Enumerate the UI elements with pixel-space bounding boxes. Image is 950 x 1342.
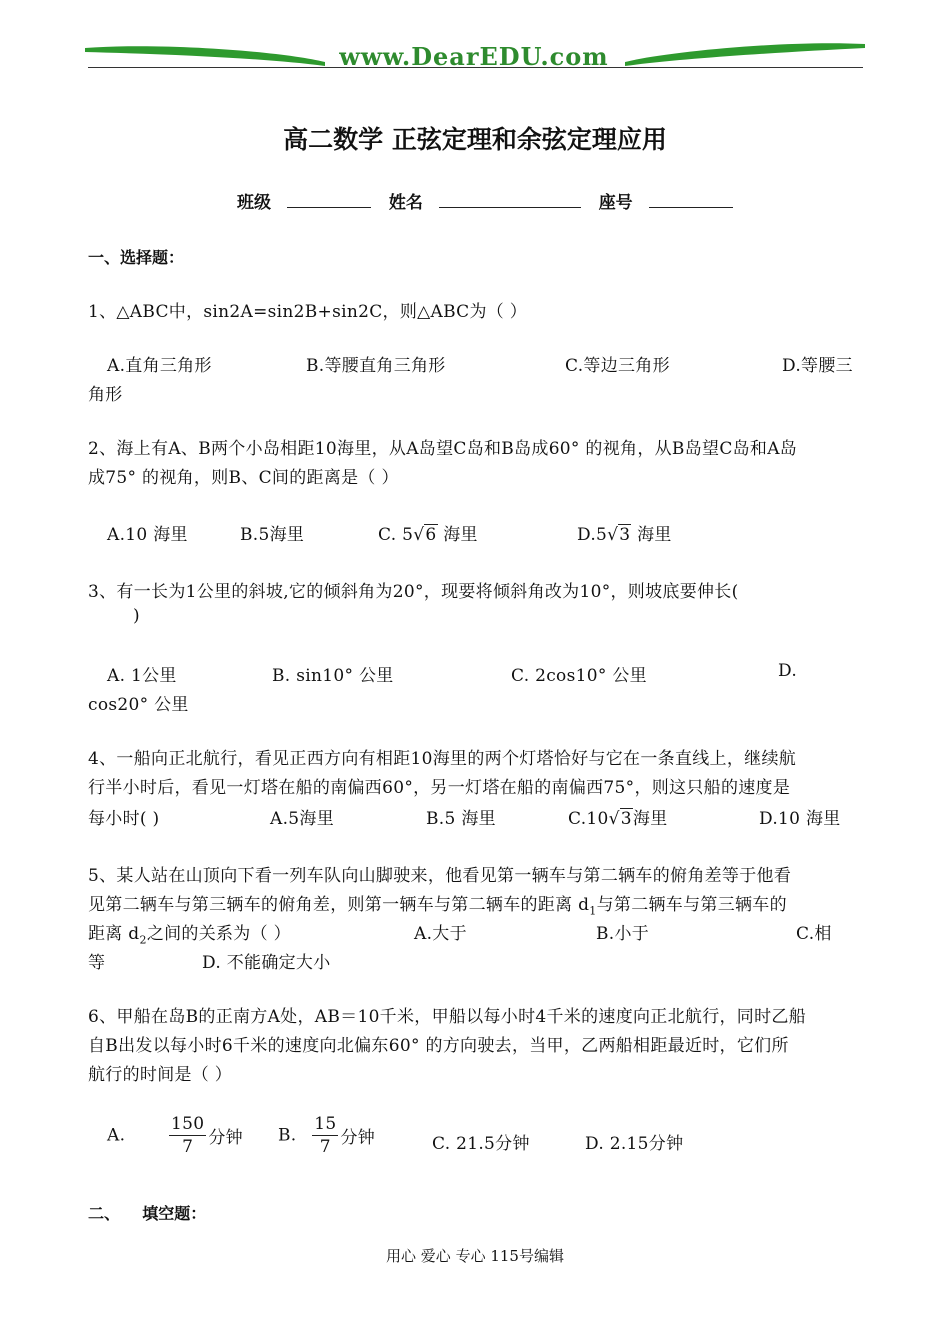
name-label: 姓名 [388, 193, 423, 213]
q4-option-d: D.10 海里 [759, 809, 841, 829]
q5-stem-line1: 5、某人站在山顶向下看一列车队向山脚驶来，他看见第一辆车与第二辆车的俯角差等于他看 [88, 866, 792, 886]
q6-stem-line2: 自B出发以每小时6千米的速度向北偏东60° 的方向驶去，当甲，乙两船相距最近时，它们所 [88, 1036, 789, 1056]
q1-option-d: D.等腰三 [782, 356, 853, 376]
q2-option-b: B.5海里 [240, 525, 305, 545]
q3-stem-line1: 3、有一长为1公里的斜坡,它的倾斜角为20°，现要将倾斜角改为10°，则坡底要伸长( [88, 582, 739, 602]
q2-option-a: A.10 海里 [107, 525, 188, 545]
sqrt-symbol: √3 [608, 809, 632, 829]
q5-stem-line2: 见第二辆车与第三辆车的俯角差，则第一辆车与第二辆车的距离 $d_1$与第二辆车与第三辆车的 [88, 895, 787, 918]
q4-stem-line3: 每小时( ) [88, 809, 160, 829]
q5-option-b: B.小于 [596, 924, 650, 944]
q4-stem-line2: 行半小时后，看见一灯塔在船的南偏西60°，另一灯塔在船的南偏西75°，则这只船的速度是 [88, 778, 791, 798]
q5-stem-line3: 距离 $d_2$之间的关系为（ ） [88, 924, 291, 947]
q6-option-c: C. 21.5分钟 [432, 1134, 530, 1154]
q6-option-d: D. 2.15分钟 [585, 1134, 684, 1154]
q5-option-a: A.大于 [414, 924, 467, 944]
class-field[interactable] [287, 193, 371, 208]
header-rule [88, 67, 863, 68]
class-label: 班级 [237, 193, 271, 213]
q5-option-d: D. 不能确定大小 [202, 953, 331, 973]
q4-option-c: C.10√3海里 [568, 809, 668, 829]
page-title: 高二数学 正弦定理和余弦定理应用 [283, 125, 667, 154]
q6-stem-line3: 航行的时间是（ ） [88, 1065, 233, 1085]
q1-option-d-cont: 角形 [88, 385, 123, 405]
q3-stem-line2: ) [133, 606, 140, 626]
q6-option-b: B. $\frac{15}{7}$ 分钟 [278, 1114, 376, 1157]
seat-field[interactable] [649, 193, 733, 208]
q1-option-a: A.直角三角形 [107, 356, 212, 376]
section-heading-fill: 二、 填空题： [88, 1204, 207, 1223]
q2-stem-line1: 2、海上有A、B两个小岛相距10海里，从A岛望C岛和B岛成60° 的视角，从B岛望C岛和A岛 [88, 439, 798, 459]
page-footer: 用心 爱心 专心 115号编辑 [386, 1247, 564, 1265]
q1-stem: 1、△ABC中，sin2A=sin2B+sin2C，则△ABC为（ ） [88, 302, 528, 322]
seat-label: 座号 [598, 193, 633, 213]
q4-stem-line1: 4、一船向正北航行，看见正西方向有相距10海里的两个灯塔恰好与它在一条直线上，继续航 [88, 749, 797, 769]
q6-stem-line1: 6、甲船在岛B的正南方A处，AB＝10千米，甲船以每小时4千米的速度向正北航行，同时乙船 [88, 1007, 807, 1027]
q3-option-d: D. [778, 661, 798, 681]
q4-option-b: B.5 海里 [426, 809, 496, 829]
name-field[interactable] [439, 193, 581, 208]
q2-option-d: D.5√3 海里 [577, 525, 672, 545]
q5-option-c-cont: 等 [88, 953, 106, 973]
fraction: $\frac{15}{7}$ [314, 1114, 337, 1157]
q1-option-b: B.等腰直角三角形 [306, 356, 446, 376]
site-logo[interactable]: www.DearEDU.com [339, 42, 609, 71]
q3-option-c: C. 2cos10° 公里 [511, 666, 647, 686]
q5-option-c: C.相 [796, 924, 832, 944]
section-heading-choice: 一、选择题： [88, 248, 185, 267]
q3-option-b: B. sin10° 公里 [272, 666, 394, 686]
sqrt-symbol: √6 [413, 525, 437, 545]
q2-option-c: C. 5√6 海里 [378, 525, 478, 545]
q2-stem-line2: 成75° 的视角，则B、C间的距离是（ ） [88, 468, 399, 488]
q3-option-a: A. 1公里 [107, 666, 177, 686]
fraction: $\frac{150}{7}$ [171, 1114, 205, 1157]
q4-option-a: A.5海里 [270, 809, 334, 829]
q6-option-a: A. $\frac{150}{7}$ 分钟 [107, 1114, 243, 1157]
q1-option-c: C.等边三角形 [565, 356, 670, 376]
sqrt-symbol: √3 [607, 525, 631, 545]
student-info-fields [237, 188, 733, 213]
q3-option-d-cont: cos20° 公里 [88, 695, 189, 715]
